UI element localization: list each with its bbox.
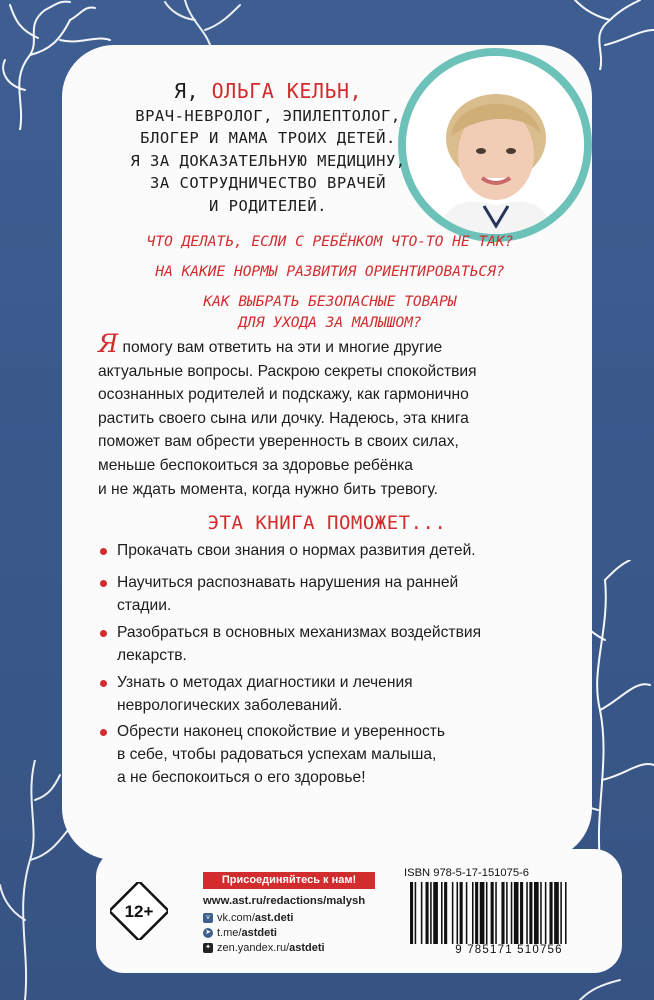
list-item-text: Научиться распознавать нарушения на ранней <box>117 574 459 591</box>
join-us-banner: Присоединяйтесь к нам! <box>203 872 375 889</box>
telegram-prefix: t.me/ <box>217 927 242 939</box>
zen-handle: astdeti <box>289 942 325 954</box>
zen-icon: ✦ <box>203 943 213 953</box>
age-rating-text: 12+ <box>124 902 154 921</box>
zen-prefix: zen.yandex.ru/ <box>217 942 290 954</box>
bullet-icon <box>100 729 107 736</box>
intro-line: И РОДИТЕЛЕЙ. <box>209 196 327 215</box>
list-item-text: Прокачать свои знания о нормах развития детей. <box>117 542 476 559</box>
question-3-line-1: КАК ВЫБРАТЬ БЕЗОПАСНЫЕ ТОВАРЫ <box>203 294 457 310</box>
list-item-text: неврологических заболеваний. <box>117 697 343 714</box>
intro-line: ЗА СОТРУДНИЧЕСТВО ВРАЧЕЙ <box>150 174 386 192</box>
list-item-text: Разобраться в основных механизмах воздействия <box>117 624 482 641</box>
barcode-number: 9 785171 510756 <box>455 944 563 956</box>
telegram-handle: astdeti <box>241 927 277 939</box>
bullet-icon <box>100 630 107 637</box>
paragraph-line: актуальные вопросы. Раскрою секреты спокойствия <box>98 362 477 380</box>
list-item-text: Узнать о методах диагностики и лечения <box>117 674 413 691</box>
intro-prefix: Я, <box>173 79 212 103</box>
paragraph-line: поможет вам обрести уверенность в своих силах, <box>98 433 459 451</box>
list-item-text: в себе, чтобы радоваться успехам малыша, <box>117 746 437 763</box>
description-paragraph <box>98 329 560 501</box>
list-item <box>100 539 550 562</box>
paragraph-line: помогу вам ответить на эти и многие другие <box>118 339 443 356</box>
benefits-list <box>100 571 550 617</box>
zen-link[interactable] <box>203 941 325 955</box>
benefits-list <box>100 671 550 717</box>
list-item-text: лекарств. <box>117 647 187 664</box>
benefits-heading: ЭТА КНИГА ПОМОЖЕТ... <box>207 512 447 534</box>
intro-line: ВРАЧ-НЕВРОЛОГ, ЭПИЛЕПТОЛОГ, <box>135 106 401 125</box>
intro-line: Я ЗА ДОКАЗАТЕЛЬНУЮ МЕДИЦИНУ, <box>130 151 406 170</box>
vk-prefix: vk.com/ <box>217 912 255 924</box>
benefits-list <box>100 720 550 789</box>
vk-icon: v <box>203 913 213 923</box>
bullet-icon <box>100 548 107 555</box>
list-item <box>100 671 550 717</box>
question-3-line-2: ДЛЯ УХОДА ЗА МАЛЫШОМ? <box>238 315 422 331</box>
question-2: НА КАКИЕ НОРМЫ РАЗВИТИЯ ОРИЕНТИРОВАТЬСЯ? <box>155 264 505 280</box>
list-item-text: Обрести наконец спокойствие и уверенность <box>117 723 446 740</box>
telegram-link[interactable] <box>203 926 277 940</box>
benefits-list <box>100 539 550 562</box>
vk-handle: ast.deti <box>254 912 294 924</box>
list-item-text: стадии. <box>117 597 172 614</box>
vk-link[interactable] <box>203 911 293 925</box>
website-link[interactable]: www.ast.ru/redactions/malysh <box>203 895 366 907</box>
list-item <box>100 720 550 789</box>
author-name: ОЛЬГА КЕЛЬН, <box>211 79 363 103</box>
isbn-text: ISBN 978-5-17-151075-6 <box>404 867 530 879</box>
author-portrait-illustration <box>406 56 584 234</box>
bullet-icon <box>100 680 107 687</box>
intro-line: БЛОГЕР И МАМА ТРОИХ ДЕТЕЙ. <box>140 129 396 147</box>
telegram-icon: ➤ <box>203 928 213 938</box>
author-portrait <box>398 48 592 242</box>
author-intro <box>118 80 418 217</box>
list-item-text: а не беспокоиться о его здоровье! <box>117 769 366 786</box>
barcode-image <box>404 882 614 944</box>
bullet-icon <box>100 580 107 587</box>
benefits-list <box>100 621 550 667</box>
paragraph-line: и не ждать момента, когда нужно бить тревогу. <box>98 480 438 498</box>
paragraph-line: меньше беспокоиться за здоровье ребёнка <box>98 456 413 474</box>
paragraph-line: растить своего сына или дочку. Надеюсь, эта книга <box>98 409 469 427</box>
question-1: ЧТО ДЕЛАТЬ, ЕСЛИ С РЕБЁНКОМ ЧТО-ТО НЕ ТАК? <box>146 234 514 250</box>
paragraph-line: осознанных родителей и подскажу, как гармонично <box>98 386 469 404</box>
age-rating-badge <box>110 882 168 940</box>
drop-cap: Я <box>98 329 119 358</box>
list-item <box>100 621 550 667</box>
list-item <box>100 571 550 617</box>
